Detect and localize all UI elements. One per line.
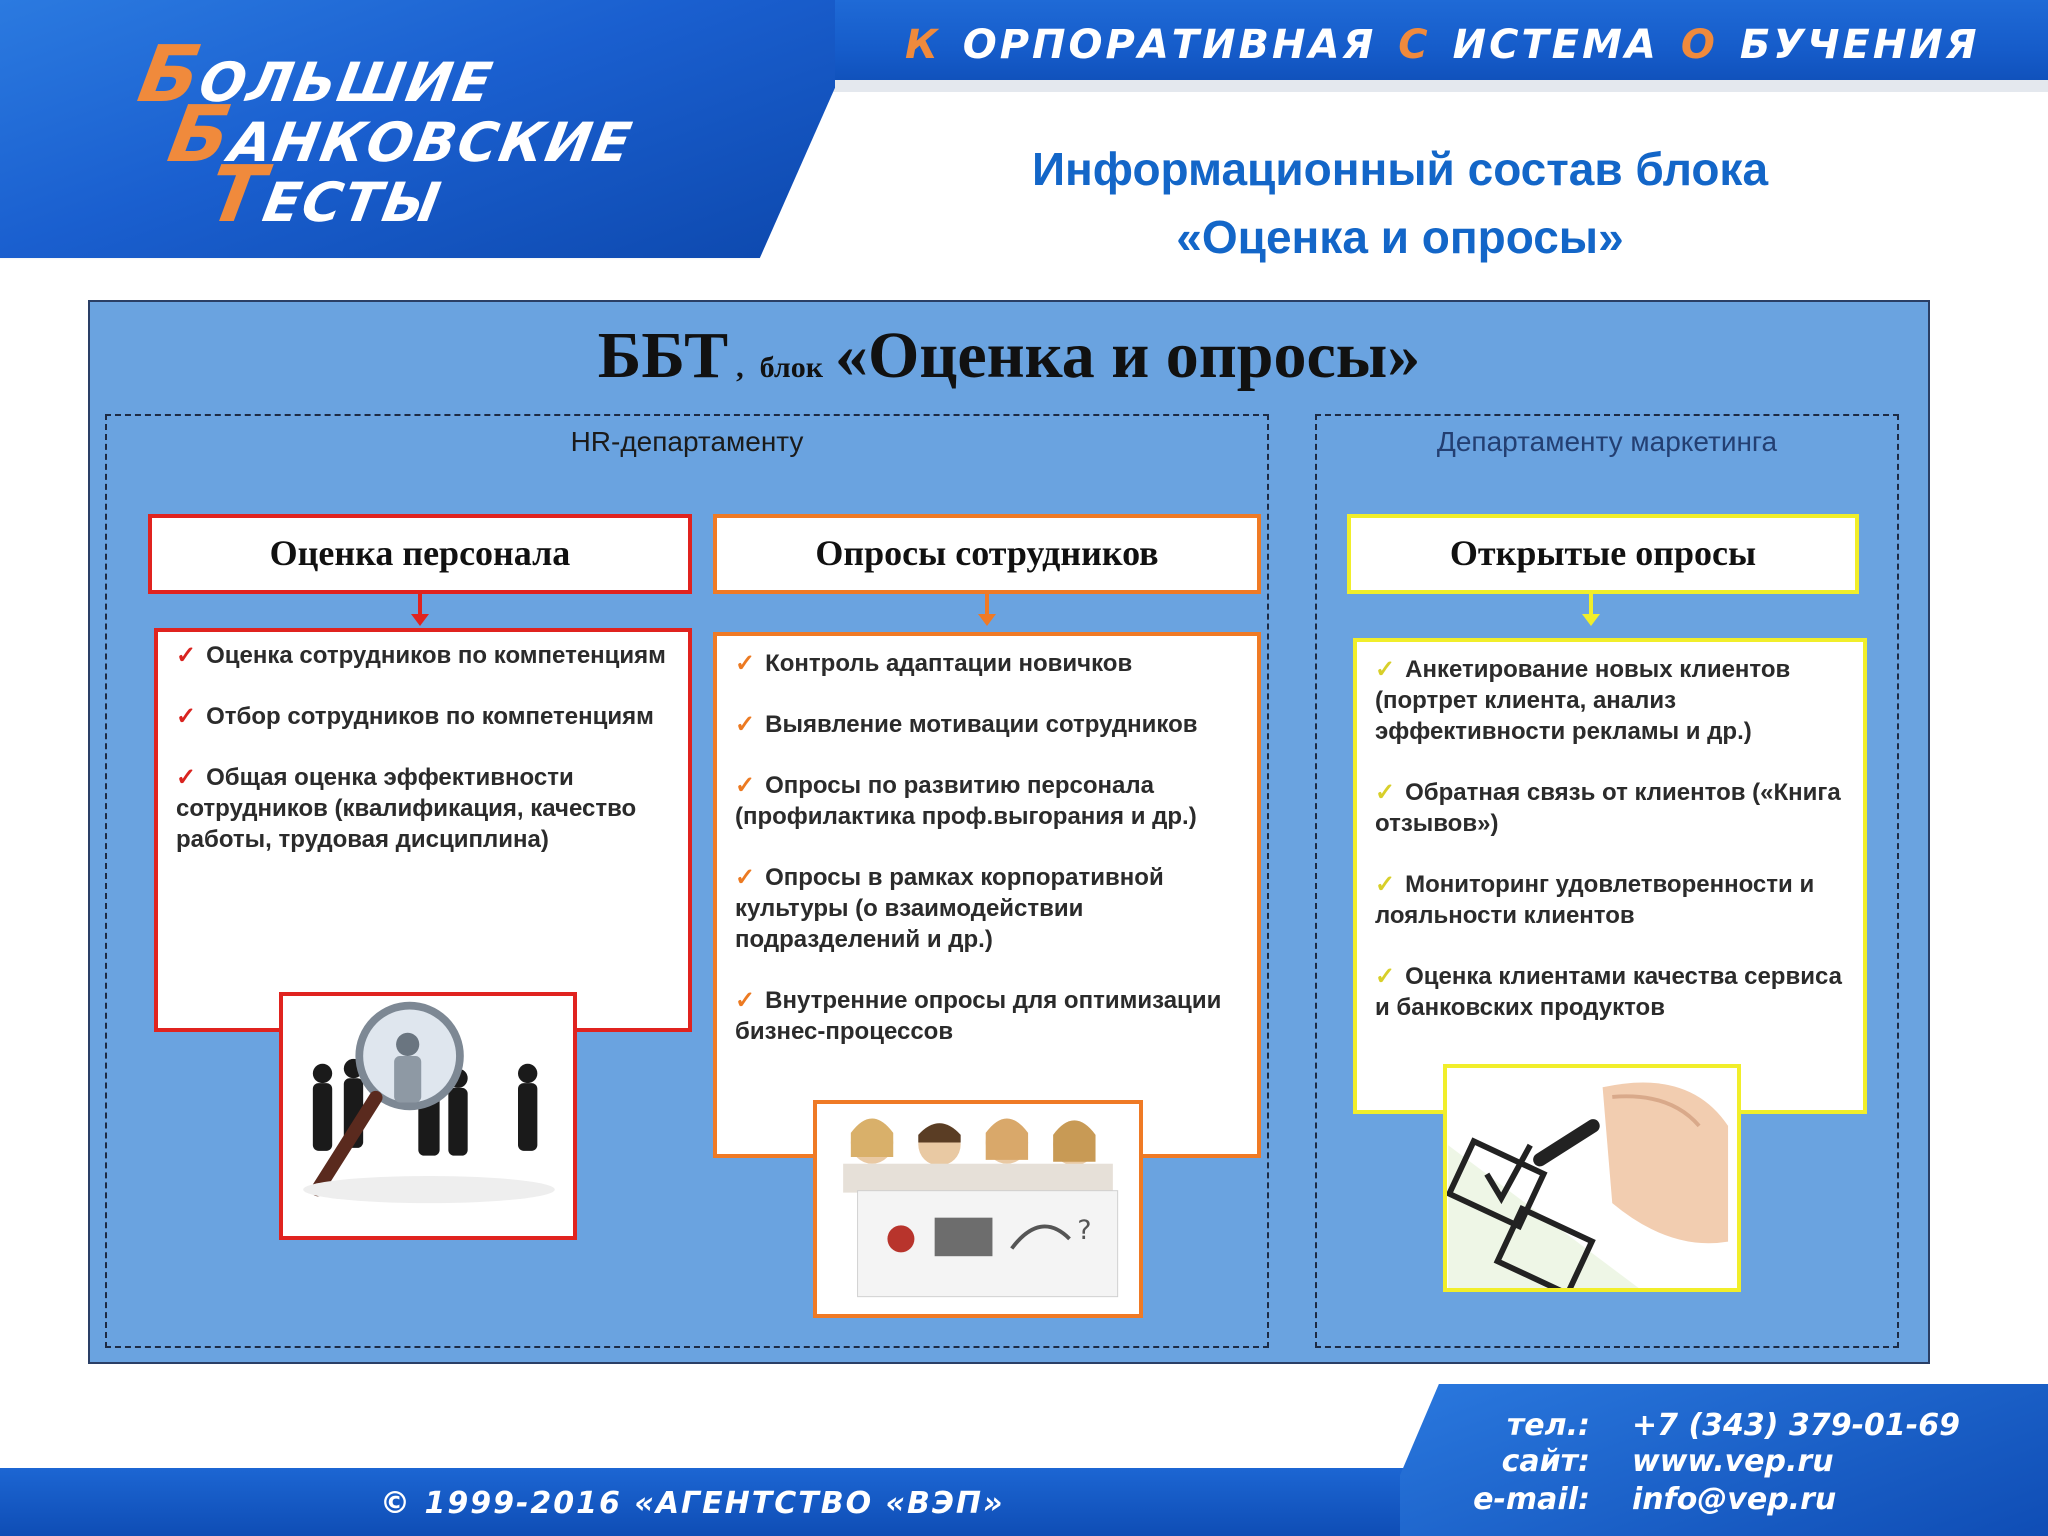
page-title-line-2: «Оценка и опросы»	[1176, 211, 1624, 263]
panel-title-comma: ,	[736, 351, 744, 384]
panel-title-small: блок	[759, 351, 823, 384]
email-label: e-mail:	[1473, 1482, 1590, 1517]
magnifier-people-image	[279, 992, 577, 1240]
open-surveys-list	[1353, 638, 1867, 1114]
personnel-list	[154, 628, 692, 1032]
email-link[interactable]: info@vep.ru	[1632, 1482, 1837, 1517]
list-item: ✓ Отбор сотрудников по компетенциям	[176, 703, 654, 730]
list-item: ✓ Контроль адаптации новичков	[735, 650, 1133, 677]
copyright: © 1999-2016 «АГЕНТСТВО «ВЭП»	[380, 1486, 1005, 1521]
phone-label: тел.:	[1506, 1408, 1590, 1443]
site-label: сайт:	[1501, 1444, 1590, 1479]
check-icon: ✓	[1375, 656, 1396, 683]
check-icon: ✓	[735, 987, 756, 1014]
list-item: ✓ Общая оценка эффективности сотрудников (квалификация, качество работы, трудовая дисциплина)	[176, 764, 637, 853]
employee-surveys-block-title: Опросы сотрудников	[713, 514, 1261, 594]
open-surveys-block-title: Открытые опросы	[1347, 514, 1859, 594]
header-divider	[790, 80, 2048, 92]
arrow-down-icon	[418, 594, 422, 614]
page-title-line-1: Информационный состав блока	[1031, 143, 1769, 195]
panel-title-block: «Оценка и опросы»	[834, 319, 1421, 392]
check-icon: ✓	[176, 703, 197, 730]
check-icon: ✓	[1375, 779, 1396, 806]
main-panel	[88, 300, 1930, 1364]
check-icon: ✓	[735, 772, 756, 799]
marketing-department-label: Департаменту маркетинга	[1436, 426, 1778, 457]
check-icon: ✓	[176, 642, 197, 669]
check-icon: ✓	[1375, 871, 1396, 898]
list-item: ✓ Обратная связь от клиентов («Книга отзывов»)	[1375, 779, 1841, 837]
panel-title	[90, 318, 1928, 394]
tagline: К ОРПОРАТИВНАЯ С ИСТЕМА О БУЧЕНИЯ	[905, 22, 1980, 68]
phone-value: +7 (343) 379-01-69	[1632, 1408, 1960, 1443]
arrow-down-icon	[985, 594, 989, 614]
list-item: ✓ Оценка клиентами качества сервиса и банковских продуктов	[1375, 963, 1842, 1021]
list-item: ✓ Опросы по развитию персонала (профилактика проф.выгорания и др.)	[735, 772, 1197, 830]
magnifier-icon	[283, 996, 573, 1236]
logo-line-2: БАНКОВСКИЕ	[162, 90, 638, 180]
list-item: ✓ Оценка сотрудников по компетенциям	[176, 642, 666, 669]
check-icon: ✓	[735, 864, 756, 891]
list-item: ✓ Опросы в рамках корпоративной культуры (о взаимодействии подразделений и др.)	[735, 864, 1164, 953]
check-icon: ✓	[735, 650, 756, 677]
check-icon: ✓	[176, 764, 197, 791]
check-icon: ✓	[1375, 963, 1396, 990]
logo-line-3: ТЕСТЫ	[202, 150, 447, 240]
panel-title-main: ББТ	[597, 319, 729, 392]
check-icon: ✓	[735, 711, 756, 738]
list-item: ✓ Выявление мотивации сотрудников	[735, 711, 1198, 738]
list-item: ✓ Анкетирование новых клиентов (портрет клиента, анализ эффективности рекламы и др.)	[1375, 656, 1791, 745]
page-title	[900, 135, 1900, 271]
marketing-department-area	[1315, 414, 1899, 1348]
checkbox-pen-icon	[1447, 1068, 1737, 1288]
checkbox-form-image	[1443, 1064, 1741, 1292]
list-item: ✓ Мониторинг удовлетворенности и лояльности клиентов	[1375, 871, 1815, 929]
list-item: ✓ Внутренние опросы для оптимизации бизнес-процессов	[735, 987, 1222, 1045]
arrow-down-icon	[1589, 594, 1593, 614]
hr-department-area	[105, 414, 1269, 1348]
logo-line-1: БОЛЬШИЕ	[132, 30, 499, 120]
employee-surveys-list	[713, 632, 1261, 1158]
hr-department-label: HR-департаменту	[570, 426, 804, 457]
svg-text:?: ?	[1077, 1214, 1092, 1246]
survey-group-image	[813, 1100, 1143, 1318]
personnel-block-title: Оценка персонала	[148, 514, 692, 594]
group-with-sign-icon	[817, 1104, 1139, 1314]
site-link[interactable]: www.vep.ru	[1632, 1444, 1834, 1479]
